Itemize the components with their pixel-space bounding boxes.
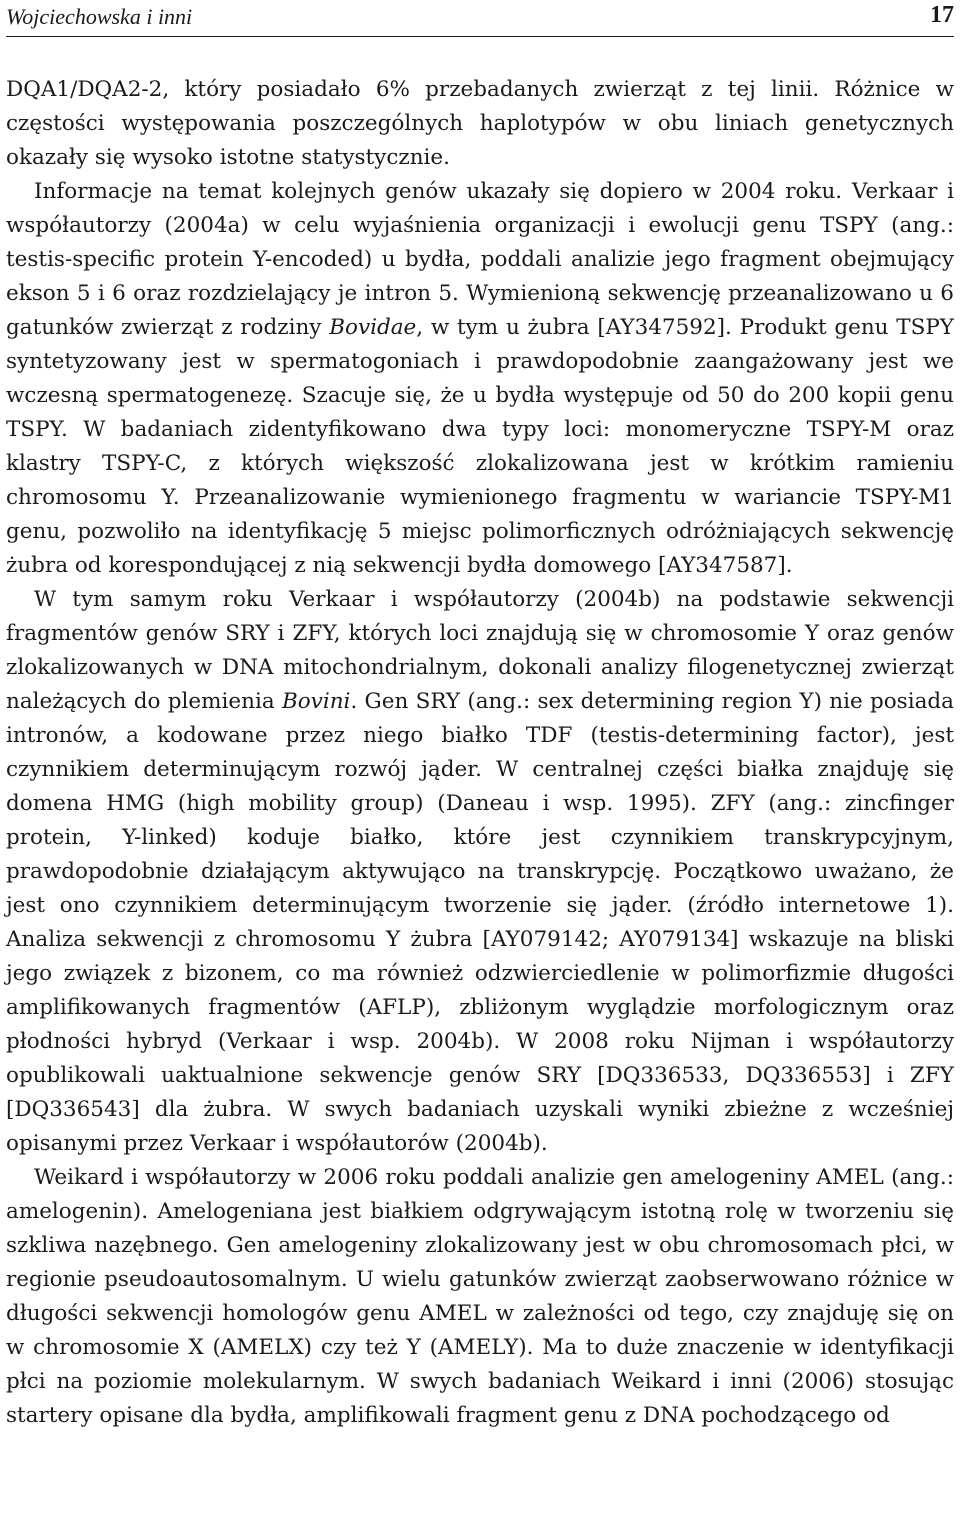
paragraph-4 (6, 1161, 954, 1433)
text-run: . Gen SRY (ang.: sex determining region Y) nie posiada intronów, a kodowane przez niego białko TDF (testis-determining factor), jest czynnikiem determinującym rozwój jąder. W centralnej części białka znajduję się domena HMG (high mobility group) (Daneau i wsp. 1995). ZFY (ang.: zincfinger protein, Y-linked) koduje białko, które jest czynnikiem transkrypcyjnym, prawdopodobnie działającym aktywująco na transkrypcję. Początkowo uważano, że jest ono czynnikiem determinującym tworzenie się jąder. (źródło internetowe 1). Analiza sekwencji z chromosomu Y żubra [AY079142; AY079134] wskazuje na bliski jego związek z bizonem, co ma również odzwierciedlenie w polimorfizmie długości amplifikowanych fragmentów (AFLP), zbliżonym wyglądzie morfologicznym oraz płodności hybryd (Verkaar i wsp. 2004b). W 2008 roku Nijman i współautorzy opublikowali uaktualnione sekwencje genów SRY [DQ336533, DQ336553] i ZFY [DQ336543] dla żubra. W swych badaniach uzyskali wyniki zbieżne z wcześniej opisanymi przez Verkaar i współautorów (2004b). (6, 689, 954, 1156)
body-text (6, 73, 954, 1433)
paragraph-3 (6, 583, 954, 1161)
text-run: Weikard i współautorzy w 2006 roku poddali analizie gen amelogeniny AMEL (ang.: amelogenin). Amelogeniana jest białkiem odgrywającym istotną rolę w tworzeniu się szkliwa nazębnego. Gen amelogeniny zlokalizowany jest w obu chromosomach płci, w regionie pseudoautosomalnym. U wielu gatunków zwierząt zaobserwowano różnice w długości sekwencji homologów genu AMEL w zależności od tego, czy znajduję się on w chromosomie X (AMELX) czy też Y (AMELY). Ma to duże znaczenie w identyfikacji płci na poziomie molekularnym. W swych badaniach Weikard i inni (2006) stosując startery opisane dla bydła, amplifikowali fragment genu z DNA pochodzącego od (6, 1165, 954, 1428)
paragraph-2 (6, 175, 954, 583)
taxon-name: Bovini (281, 689, 351, 714)
page-number: 17 (930, 2, 954, 28)
page (6, 0, 954, 1433)
running-head (6, 0, 954, 37)
text-run: W tym samym roku Verkaar i współautorzy (2004b) na podstawie sekwencji fragmentów genów SRY i ZFY, których loci znajdują się w chromosomie Y oraz genów zlokalizowanych w DNA mitochondrialnym, dokonali analizy filogenetycznej zwierząt należących do plemienia (6, 587, 954, 714)
taxon-name: Bovidae (329, 315, 417, 340)
text-run: , w tym u żubra [AY347592]. Produkt genu TSPY syntetyzowany jest w spermatogoniach i prawdopodobnie zaangażowany jest we wczesną spermatogenezę. Szacuje się, że u bydła występuje od 50 do 200 kopii genu TSPY. W badaniach zidentyfikowano dwa typy loci: monomeryczne TSPY-M oraz klastry TSPY-C, z których większość zlokalizowana jest w krótkim ramieniu chromosomu Y. Przeanalizowanie wymienionego fragmentu w wariancie TSPY-M1 genu, pozwoliło na identyfikację 5 miejsc polimorficznych odróżniających sekwencję żubra od korespondującej z nią sekwencji bydła domowego [AY347587]. (6, 315, 954, 578)
paragraph-1 (6, 73, 954, 175)
text-run: DQA1/DQA2-2, który posiadało 6% przebadanych zwierząt z tej linii. Różnice w częstości występowania poszczególnych haplotypów w obu liniach genetycznych okazały się wysoko istotne statystycznie. (6, 77, 954, 170)
text-run: Informacje na temat kolejnych genów ukazały się dopiero w 2004 roku. Verkaar i współautorzy (2004a) w celu wyjaśnienia organizacji i ewolucji genu TSPY (ang.: testis-specific protein Y-encoded) u bydła, poddali analizie jego fragment obejmujący ekson 5 i 6 oraz rozdzielający je intron 5. Wymienioną sekwencję przeanalizowano u 6 gatunków zwierząt z rodziny (6, 179, 954, 340)
running-head-authors: Wojciechowska i inni (6, 4, 193, 29)
